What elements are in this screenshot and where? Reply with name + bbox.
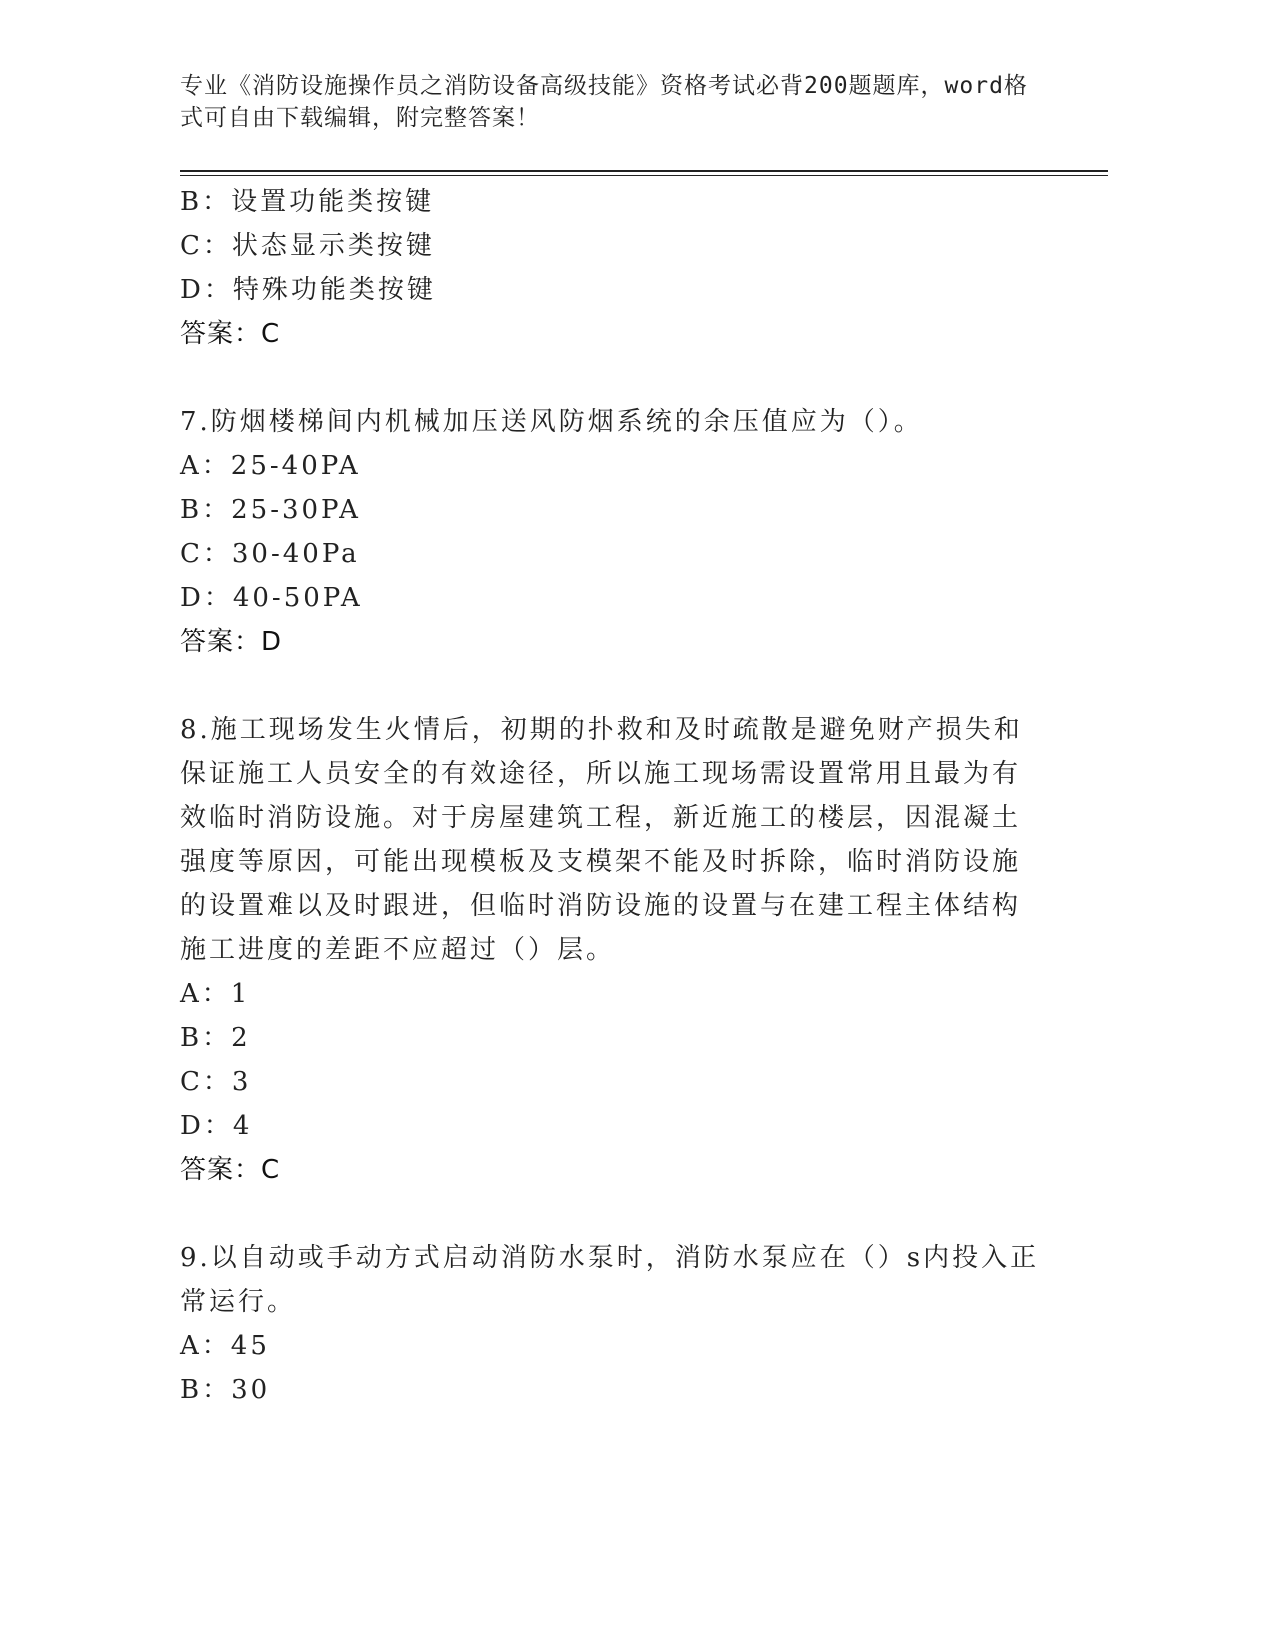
option-a: A：25-40PA — [180, 451, 361, 481]
document-header: 专业《消防设施操作员之消防设备高级技能》资格考试必背200题题库，word格式可自由下载编辑，附完整答案！ — [180, 73, 1028, 131]
option-c: C：3 — [180, 1067, 252, 1097]
spacer — [180, 1192, 1060, 1236]
question-stem: 7.防烟楼梯间内机械加压送风防烟系统的余压值应为（）。 — [180, 407, 923, 437]
option-b: B：30 — [180, 1375, 271, 1405]
answer-line: 答案：C — [180, 1155, 281, 1185]
header-rule — [180, 170, 1108, 172]
option-c: C：30-40Pa — [180, 539, 360, 569]
question-8 — [180, 708, 1060, 1192]
answer-line: 答案：D — [180, 627, 283, 657]
option-c: C：状态显示类按键 — [180, 231, 435, 261]
option-b: B：2 — [180, 1023, 251, 1053]
question-stem: 8.施工现场发生火情后，初期的扑救和及时疏散是避免财产损失和保证施工人员安全的有效途径，所以施工现场需设置常用且最为有效临时消防设施。对于房屋建筑工程，新近施工的楼层，因混凝土强度等原因，可能出现模板及支模架不能及时拆除，临时消防设施的设置难以及时跟进，但临时消防设施的设置与在建工程主体结构施工进度的差距不应超过（）层。 — [180, 715, 1023, 965]
spacer — [180, 356, 1060, 400]
question-list — [180, 180, 1060, 1412]
question-9 — [180, 1236, 1060, 1412]
answer-line: 答案：C — [180, 319, 281, 349]
question-6 — [180, 180, 1060, 356]
spacer — [180, 664, 1060, 708]
option-b: B：设置功能类按键 — [180, 187, 435, 217]
option-a: A：1 — [180, 979, 251, 1009]
option-d: D：40-50PA — [180, 583, 363, 613]
option-d: D：特殊功能类按键 — [180, 275, 436, 305]
question-7 — [180, 400, 1060, 664]
option-b: B：25-30PA — [180, 495, 361, 525]
option-d: D：4 — [180, 1111, 253, 1141]
header-rule-thin — [180, 175, 1108, 176]
question-stem: 9.以自动或手动方式启动消防水泵时，消防水泵应在（）s内投入正常运行。 — [180, 1243, 1040, 1317]
option-a: A：45 — [180, 1331, 270, 1361]
